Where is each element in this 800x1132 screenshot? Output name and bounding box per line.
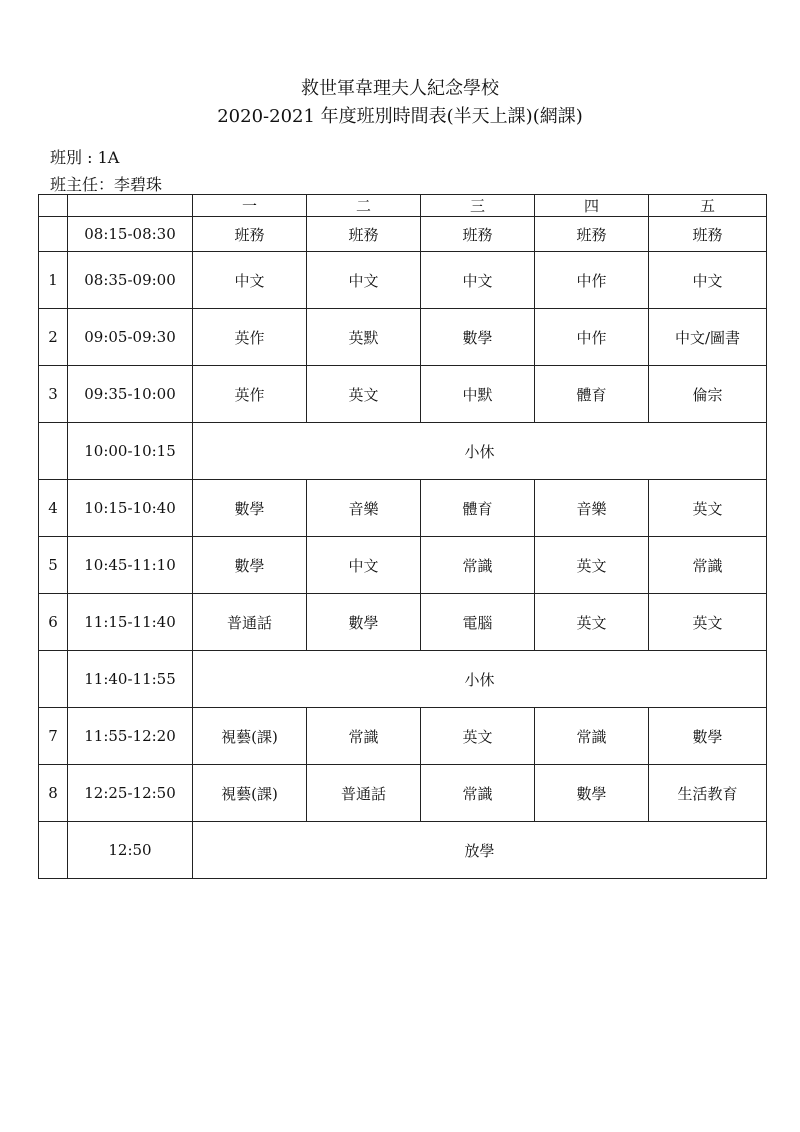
subject-cell: 班務	[535, 217, 649, 252]
period-row	[39, 366, 767, 423]
school-name: 救世軍韋理夫人紀念學校	[301, 78, 499, 99]
period-time: 10:00-10:15	[68, 423, 193, 480]
period-time: 10:15-10:40	[68, 480, 193, 537]
period-time: 09:35-10:00	[68, 366, 193, 423]
day-header: 二	[307, 195, 421, 217]
day-header: 五	[649, 195, 767, 217]
period-time: 10:45-11:10	[68, 537, 193, 594]
subject-cell: 常識	[649, 537, 767, 594]
subject-cell: 中文	[193, 252, 307, 309]
period-time: 12:25-12:50	[68, 765, 193, 822]
day-header: 一	[193, 195, 307, 217]
period-time: 12:50	[68, 822, 193, 879]
period-row	[39, 480, 767, 537]
subject-cell: 中作	[535, 309, 649, 366]
subject-cell: 英文	[535, 537, 649, 594]
header-blank-cell	[68, 195, 193, 217]
period-number: 5	[39, 537, 68, 594]
break-row	[39, 822, 767, 879]
subject-cell: 數學	[193, 480, 307, 537]
period-time: 11:55-12:20	[68, 708, 193, 765]
subject-cell: 生活教育	[649, 765, 767, 822]
day-header-row	[39, 195, 767, 217]
period-time: 11:40-11:55	[68, 651, 193, 708]
period-number	[39, 651, 68, 708]
break-row	[39, 423, 767, 480]
subject-cell: 班務	[421, 217, 535, 252]
subject-cell: 英文	[421, 708, 535, 765]
subject-cell: 英文	[649, 594, 767, 651]
subject-cell: 電腦	[421, 594, 535, 651]
period-number	[39, 822, 68, 879]
break-label: 小休	[193, 651, 767, 708]
subject-cell: 數學	[421, 309, 535, 366]
subject-cell: 中文	[307, 537, 421, 594]
subject-cell: 英文	[535, 594, 649, 651]
subject-cell: 班務	[649, 217, 767, 252]
class-teacher-label: 班主任：李碧珠	[50, 175, 163, 194]
subject-cell: 數學	[307, 594, 421, 651]
period-number	[39, 423, 68, 480]
subject-cell: 中文	[307, 252, 421, 309]
subject-cell: 體育	[421, 480, 535, 537]
period-number: 4	[39, 480, 68, 537]
subject-cell: 中文/圖書	[649, 309, 767, 366]
subject-cell: 英默	[307, 309, 421, 366]
period-number: 8	[39, 765, 68, 822]
subject-cell: 常識	[421, 765, 535, 822]
subject-cell: 普通話	[307, 765, 421, 822]
period-time: 08:35-09:00	[68, 252, 193, 309]
subject-cell: 普通話	[193, 594, 307, 651]
subject-cell: 數學	[649, 708, 767, 765]
period-row	[39, 708, 767, 765]
subject-cell: 音樂	[307, 480, 421, 537]
subject-cell: 數學	[535, 765, 649, 822]
header-blank-cell	[39, 195, 68, 217]
period-number	[39, 217, 68, 252]
period-row	[39, 309, 767, 366]
subject-cell: 英作	[193, 366, 307, 423]
subject-cell: 英作	[193, 309, 307, 366]
timetable-title: 2020-2021 年度班別時間表(半天上課)(網課)	[217, 106, 583, 127]
subject-cell: 視藝(課)	[193, 765, 307, 822]
period-number: 7	[39, 708, 68, 765]
break-label: 放學	[193, 822, 767, 879]
subject-cell: 常識	[421, 537, 535, 594]
subject-cell: 中默	[421, 366, 535, 423]
period-time: 08:15-08:30	[68, 217, 193, 252]
period-time: 09:05-09:30	[68, 309, 193, 366]
day-header: 三	[421, 195, 535, 217]
subject-cell: 中文	[421, 252, 535, 309]
day-header: 四	[535, 195, 649, 217]
period-number: 3	[39, 366, 68, 423]
period-row	[39, 594, 767, 651]
subject-cell: 班務	[307, 217, 421, 252]
period-number: 1	[39, 252, 68, 309]
break-row	[39, 651, 767, 708]
period-row	[39, 217, 767, 252]
period-number: 2	[39, 309, 68, 366]
subject-cell: 中文	[649, 252, 767, 309]
subject-cell: 音樂	[535, 480, 649, 537]
subject-cell: 中作	[535, 252, 649, 309]
subject-cell: 英文	[307, 366, 421, 423]
subject-cell: 常識	[535, 708, 649, 765]
period-row	[39, 537, 767, 594]
subject-cell: 班務	[193, 217, 307, 252]
break-label: 小休	[193, 423, 767, 480]
subject-cell: 視藝(課)	[193, 708, 307, 765]
period-row	[39, 765, 767, 822]
subject-cell: 數學	[193, 537, 307, 594]
subject-cell: 常識	[307, 708, 421, 765]
subject-cell: 倫宗	[649, 366, 767, 423]
period-time: 11:15-11:40	[68, 594, 193, 651]
subject-cell: 英文	[649, 480, 767, 537]
class-label: 班別 : 1A	[50, 148, 120, 167]
period-number: 6	[39, 594, 68, 651]
period-row	[39, 252, 767, 309]
subject-cell: 體育	[535, 366, 649, 423]
timetable	[38, 194, 767, 879]
